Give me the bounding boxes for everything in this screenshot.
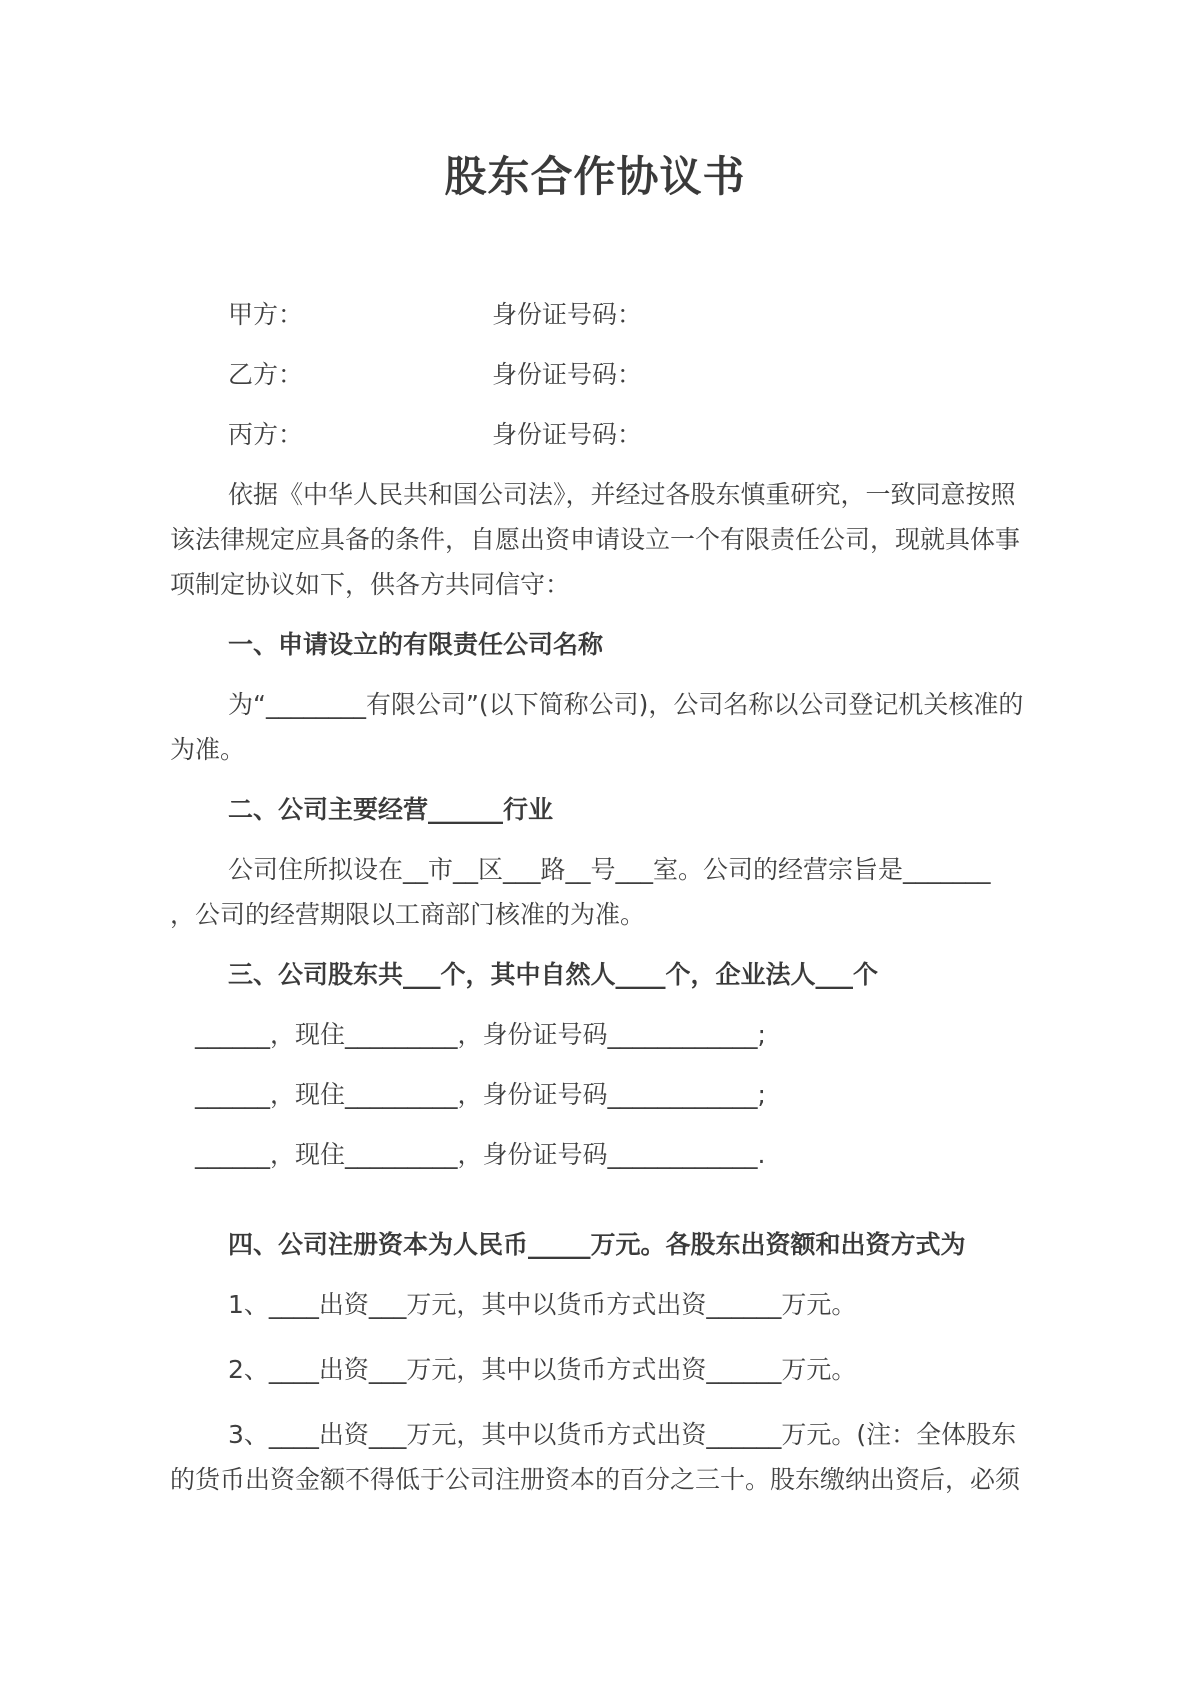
numbered-item — [170, 1347, 1020, 1392]
numbered-item — [170, 1412, 1020, 1502]
party-row — [170, 352, 1020, 397]
text-line: 3、____出资___万元，其中以货币方式出资______万元。(注：全体股东 — [228, 1420, 1017, 1449]
party-row — [170, 292, 1020, 337]
party-label: 甲方： — [228, 300, 304, 329]
text-line: 为“________有限公司”(以下简称公司)，公司名称以公司登记机关核准的 — [228, 690, 1024, 719]
paragraph — [170, 472, 1020, 607]
text-line: 1、____出资___万元，其中以货币方式出资______万元。 — [228, 1290, 857, 1319]
text-line: 为准。 — [170, 735, 246, 764]
id-number-label: 身份证号码： — [492, 300, 643, 329]
numbered-item — [170, 1282, 1020, 1327]
id-number-label: 身份证号码： — [492, 360, 643, 389]
section-heading: 三、公司股东共___个，其中自然人____个，企业法人___个 — [228, 960, 879, 989]
party-label: 丙方： — [228, 420, 304, 449]
paragraph — [170, 682, 1024, 772]
document-body — [170, 292, 1024, 1502]
paragraph — [170, 1072, 1020, 1117]
party-label: 乙方： — [228, 360, 304, 389]
party-row — [170, 412, 1020, 457]
document-title: 股东合作协议书 — [444, 152, 746, 201]
section-heading: 二、公司主要经营______行业 — [228, 795, 554, 824]
id-number-label: 身份证号码： — [492, 420, 643, 449]
paragraph — [170, 1132, 1020, 1177]
text-line: 依据《中华人民共和国公司法》，并经过各股东慎重研究，一致同意按照 — [228, 480, 1016, 509]
paragraph — [170, 1012, 1020, 1057]
text-line: 的货币出资金额不得低于公司注册资本的百分之三十。股东缴纳出资后，必须 — [170, 1465, 1021, 1494]
paragraph — [170, 847, 1020, 937]
text-line: 项制定协议如下，供各方共同信守： — [170, 570, 571, 599]
section-heading: 一、申请设立的有限责任公司名称 — [228, 630, 604, 659]
text-line: ，公司的经营期限以工商部门核准的为准。 — [170, 900, 646, 929]
text-line: 该法律规定应具备的条件，自愿出资申请设立一个有限责任公司，现就具体事 — [170, 525, 1021, 554]
text-line: 2、____出资___万元，其中以货币方式出资______万元。 — [228, 1355, 857, 1384]
text-line: 公司住所拟设在__市__区___路__号___室。公司的经营宗旨是_______ — [228, 855, 991, 884]
text-line: ______，现住_________，身份证号码____________; — [195, 1080, 766, 1109]
section-heading: 四、公司注册资本为人民币_____万元。各股东出资额和出资方式为 — [228, 1230, 966, 1259]
text-line: ______，现住_________，身份证号码____________; — [195, 1020, 766, 1049]
text-line: ______，现住_________，身份证号码____________. — [195, 1140, 766, 1169]
